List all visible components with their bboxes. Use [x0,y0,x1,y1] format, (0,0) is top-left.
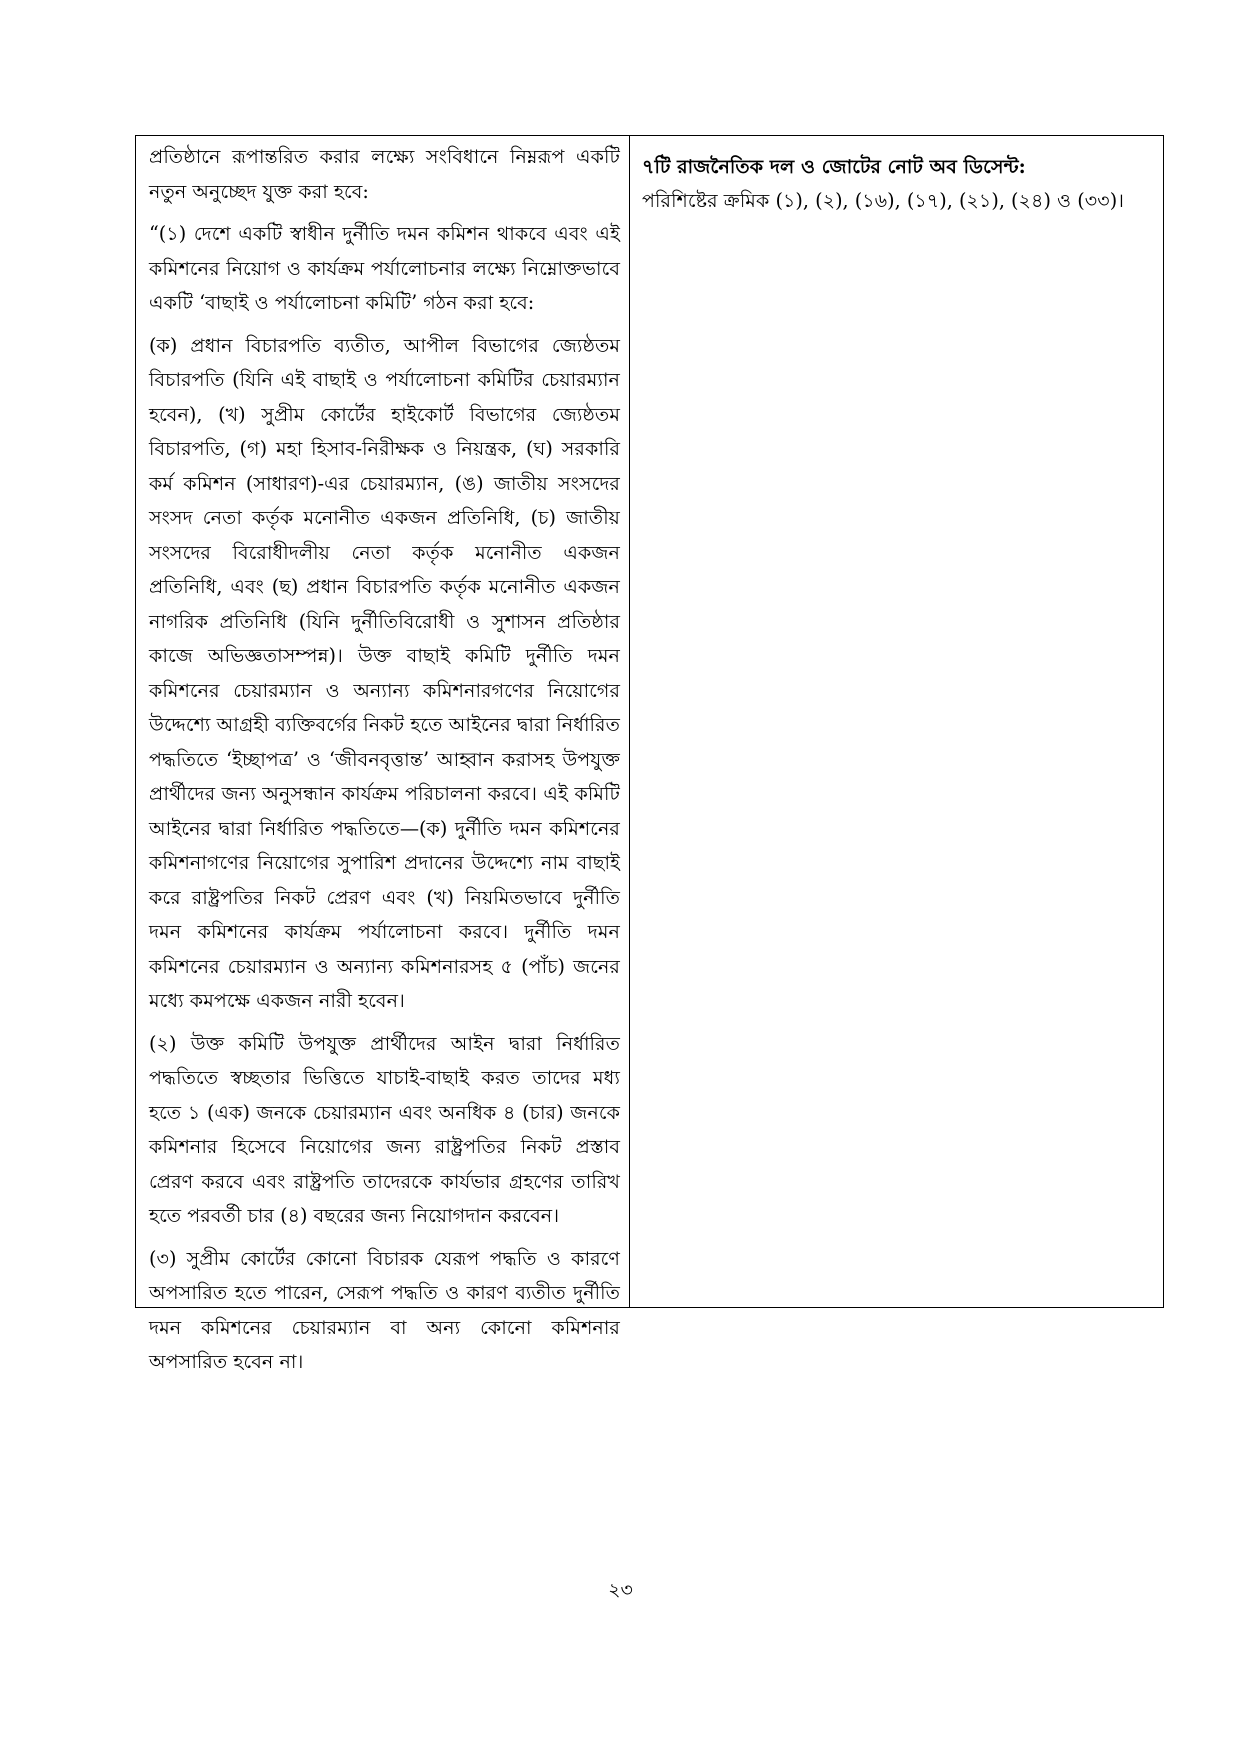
page-number: ২৩ [608,1579,633,1601]
note-of-dissent-body: পরিশিষ্টের ক্রমিক (১), (২), (১৬), (১৭), (২১), (২৪) ও (৩৩)। [642,189,1125,212]
clause-2: (২) উক্ত কমিটি উপযুক্ত প্রার্থীদের আইন দ্বারা নির্ধারিত পদ্ধতিতে স্বচ্ছতার ভিত্তিতে যাচাই-বাছাই করত তাদের মধ্য হতে ১ (এক) জনকে চেয়ারম্যান এবং অনধিক ৪ (চার) জনকে কমিশনার হিসেবে নিয়োগের জন্য রাষ্ট্রপতির নিকট প্রস্তাব প্রেরণ করবে এবং রাষ্ট্রপতি তাদেরকে কার্যভার গ্রহণের তারিখ হতে পরবর্তী চার (৪) বছরের জন্য নিয়োগদান করবেন। [149,1031,620,1227]
proposal-column [136,136,630,1373]
clause-3: (৩) সুপ্রীম কোর্টের কোনো বিচারক যেরূপ পদ্ধতি ও কারণে অপসারিত হতে পারেন, সেরূপ পদ্ধতি ও কারণ ব্যতীত দুর্নীতি দমন কমিশনের চেয়ারম্যান বা অন্য কোনো কমিশনার অপসারিত হবেন না। [149,1246,620,1373]
proposal-intro: প্রতিষ্ঠানে রূপান্তরিত করার লক্ষ্যে সংবিধানে নিম্নরূপ একটি নতুন অনুচ্ছেদ যুক্ত করা হবে: [149,145,620,203]
comparison-table [135,135,1164,1373]
committee-composition: (ক) প্রধান বিচারপতি ব্যতীত, আপীল বিভাগের জ্যেষ্ঠতম বিচারপতি (যিনি এই বাছাই ও পর্যালোচনা কমিটির চেয়ারম্যান হবেন), (খ) সুপ্রীম কোর্টের হাইকোর্ট বিভাগের জ্যেষ্ঠতম বিচারপতি, (গ) মহা হিসাব-নিরীক্ষক ও নিয়ন্ত্রক, (ঘ) সরকারি কর্ম কমিশন (সাধারণ)-এর চেয়ারম্যান, (ঙ) জাতীয় সংসদের সংসদ নেতা কর্তৃক মনোনীত একজন প্রতিনিধি, (চ) জাতীয় সংসদের বিরোধীদলীয় নেতা কর্তৃক মনোনীত একজন প্রতিনিধি, এবং (ছ) প্রধান বিচারপতি কর্তৃক মনোনীত একজন নাগরিক প্রতিনিধি (যিনি দুর্নীতিবিরোধী ও সুশাসন প্রতিষ্ঠার কাজে অভিজ্ঞতাসম্পন্ন)। উক্ত বাছাই কমিটি দুর্নীতি দমন কমিশনের চেয়ারম্যান ও অন্যান্য কমিশনারগণের নিয়োগের উদ্দেশ্যে আগ্রহী ব্যক্তিবর্গের নিকট হতে আইনের দ্বারা নির্ধারিত পদ্ধতিতে ‘ইচ্ছাপত্র’ ও ‘জীবনবৃত্তান্ত’ আহ্বান করাসহ উপযুক্ত প্রার্থীদের জন্য অনুসন্ধান কার্যক্রম পরিচালনা করবে। এই কমিটি আইনের দ্বারা নির্ধারিত পদ্ধতিতে—(ক) দুর্নীতি দমন কমিশনের কমিশনাগণের নিয়োগের সুপারিশ প্রদানের উদ্দেশ্যে নাম বাছাই করে রাষ্ট্রপতির নিকট প্রেরণ এবং (খ) নিয়মিতভাবে দুর্নীতি দমন কমিশনের কার্যক্রম পর্যালোচনা করবে। দুর্নীতি দমন কমিশনের চেয়ারম্যান ও অন্যান্য কমিশনারসহ ৫ (পাঁচ) জনের মধ্যে কমপক্ষে একজন নারী হবেন। [149,333,620,1012]
note-of-dissent-column [630,136,1163,1307]
clause-1: “(১) দেশে একটি স্বাধীন দুর্নীতি দমন কমিশন থাকবে এবং এই কমিশনের নিয়োগ ও কার্যক্রম পর্যালোচনার লক্ষ্যে নিম্নোক্তভাবে একটি ‘বাছাই ও পর্যালোচনা কমিটি’ গঠন করা হবে: [149,222,620,314]
note-of-dissent-title: ৭টি রাজনৈতিক দল ও জোটের নোট অব ডিসেন্ট: [642,155,1026,178]
